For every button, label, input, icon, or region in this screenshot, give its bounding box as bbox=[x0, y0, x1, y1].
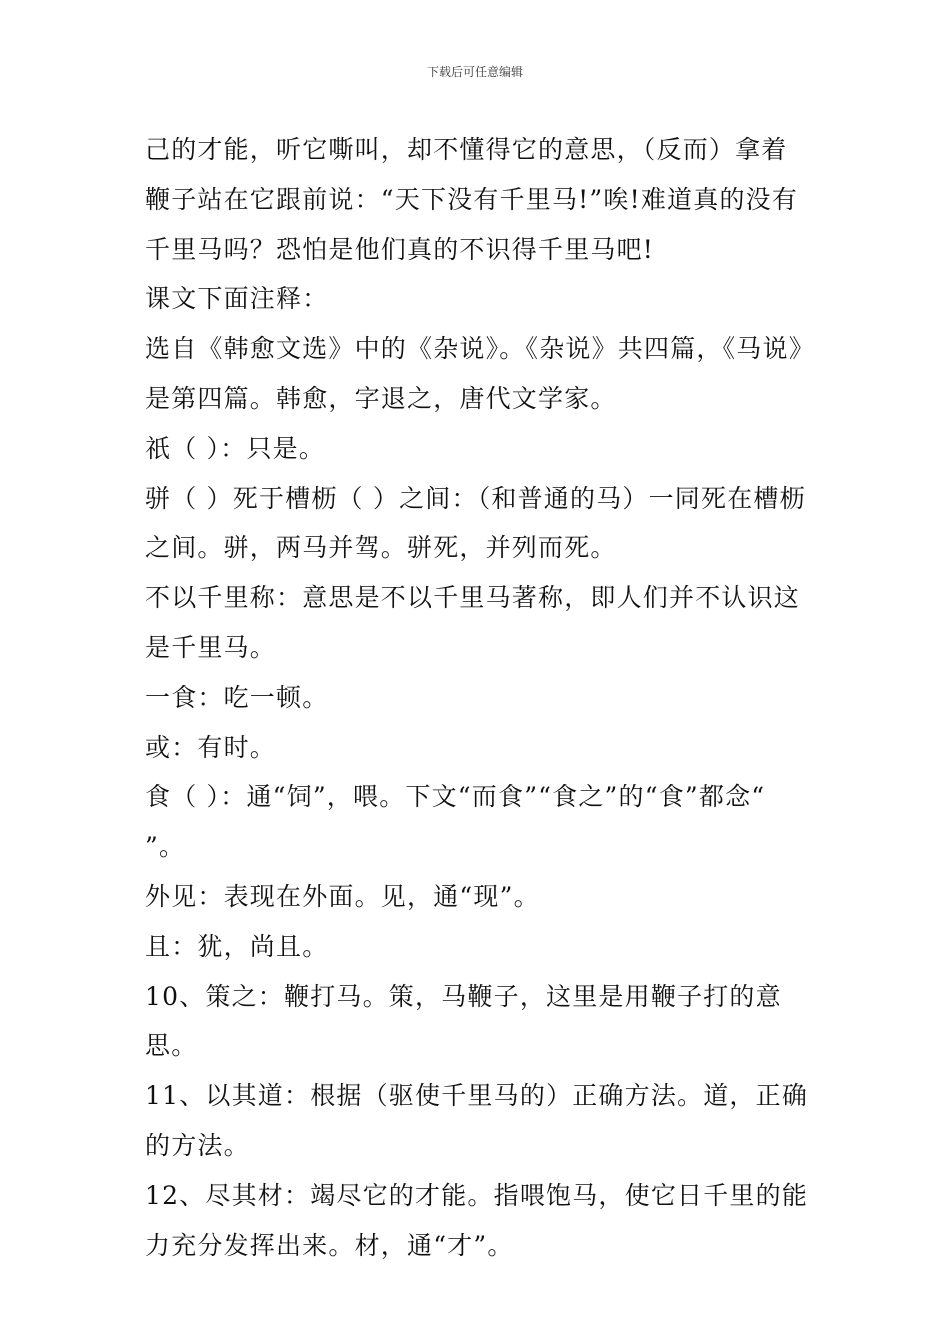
paragraph-note-zhi: 祇（ ）：只是。 bbox=[145, 433, 326, 463]
paragraph-note-pian: 骈（ ）死于槽枥（ ）之间：（和普通的马）一同死在槽枥之间。骈，两马并驾。骈死，并列而死。 bbox=[145, 483, 806, 563]
paragraph-note-yi-shi: 一食：吃一顿。 bbox=[145, 682, 329, 712]
paragraph-note-si: 食（ ）：通“饲”，喂。下文“而食”“食之”的“食”都念“ ”。 bbox=[145, 782, 766, 862]
paragraph-translation-end: 己的才能，听它嘶叫，却不懂得它的意思，（反而）拿着鞭子站在它跟前说：“天下没有千里马!”唉!难道真的没有千里马吗？恐怕是他们真的不识得千里马吧! bbox=[145, 135, 799, 264]
paragraph-note-12: 12、尽其材：竭尽它的才能。指喂饱马，使它日千里的能力充分发挥出来。材，通“才”。 bbox=[145, 1180, 809, 1260]
document-body bbox=[145, 125, 810, 1270]
paragraph-notes-heading: 课文下面注释： bbox=[145, 284, 329, 314]
paragraph-note-10: 10、策之：鞭打马。策，马鞭子，这里是用鞭子打的意思。 bbox=[145, 981, 782, 1061]
paragraph-note-bu-yi-qian-li: 不以千里称：意思是不以千里马著称，即人们并不认识这是千里马。 bbox=[145, 583, 801, 662]
paragraph-note-qie: 且：犹，尚且。 bbox=[145, 931, 329, 961]
paragraph-note-wai-xian: 外见：表现在外面。见，通“现”。 bbox=[145, 881, 540, 911]
paragraph-note-source: 选自《韩愈文选》中的《杂说》。《杂说》共四篇，《马说》是第四篇。韩愈，字退之，唐代文学家。 bbox=[145, 334, 803, 413]
paragraph-note-huo: 或：有时。 bbox=[145, 732, 277, 762]
page-header: 下载后可任意编辑 bbox=[426, 65, 523, 79]
paragraph-note-11: 11、以其道：根据（驱使千里马的）正确方法。道，正确的方法。 bbox=[145, 1081, 809, 1160]
